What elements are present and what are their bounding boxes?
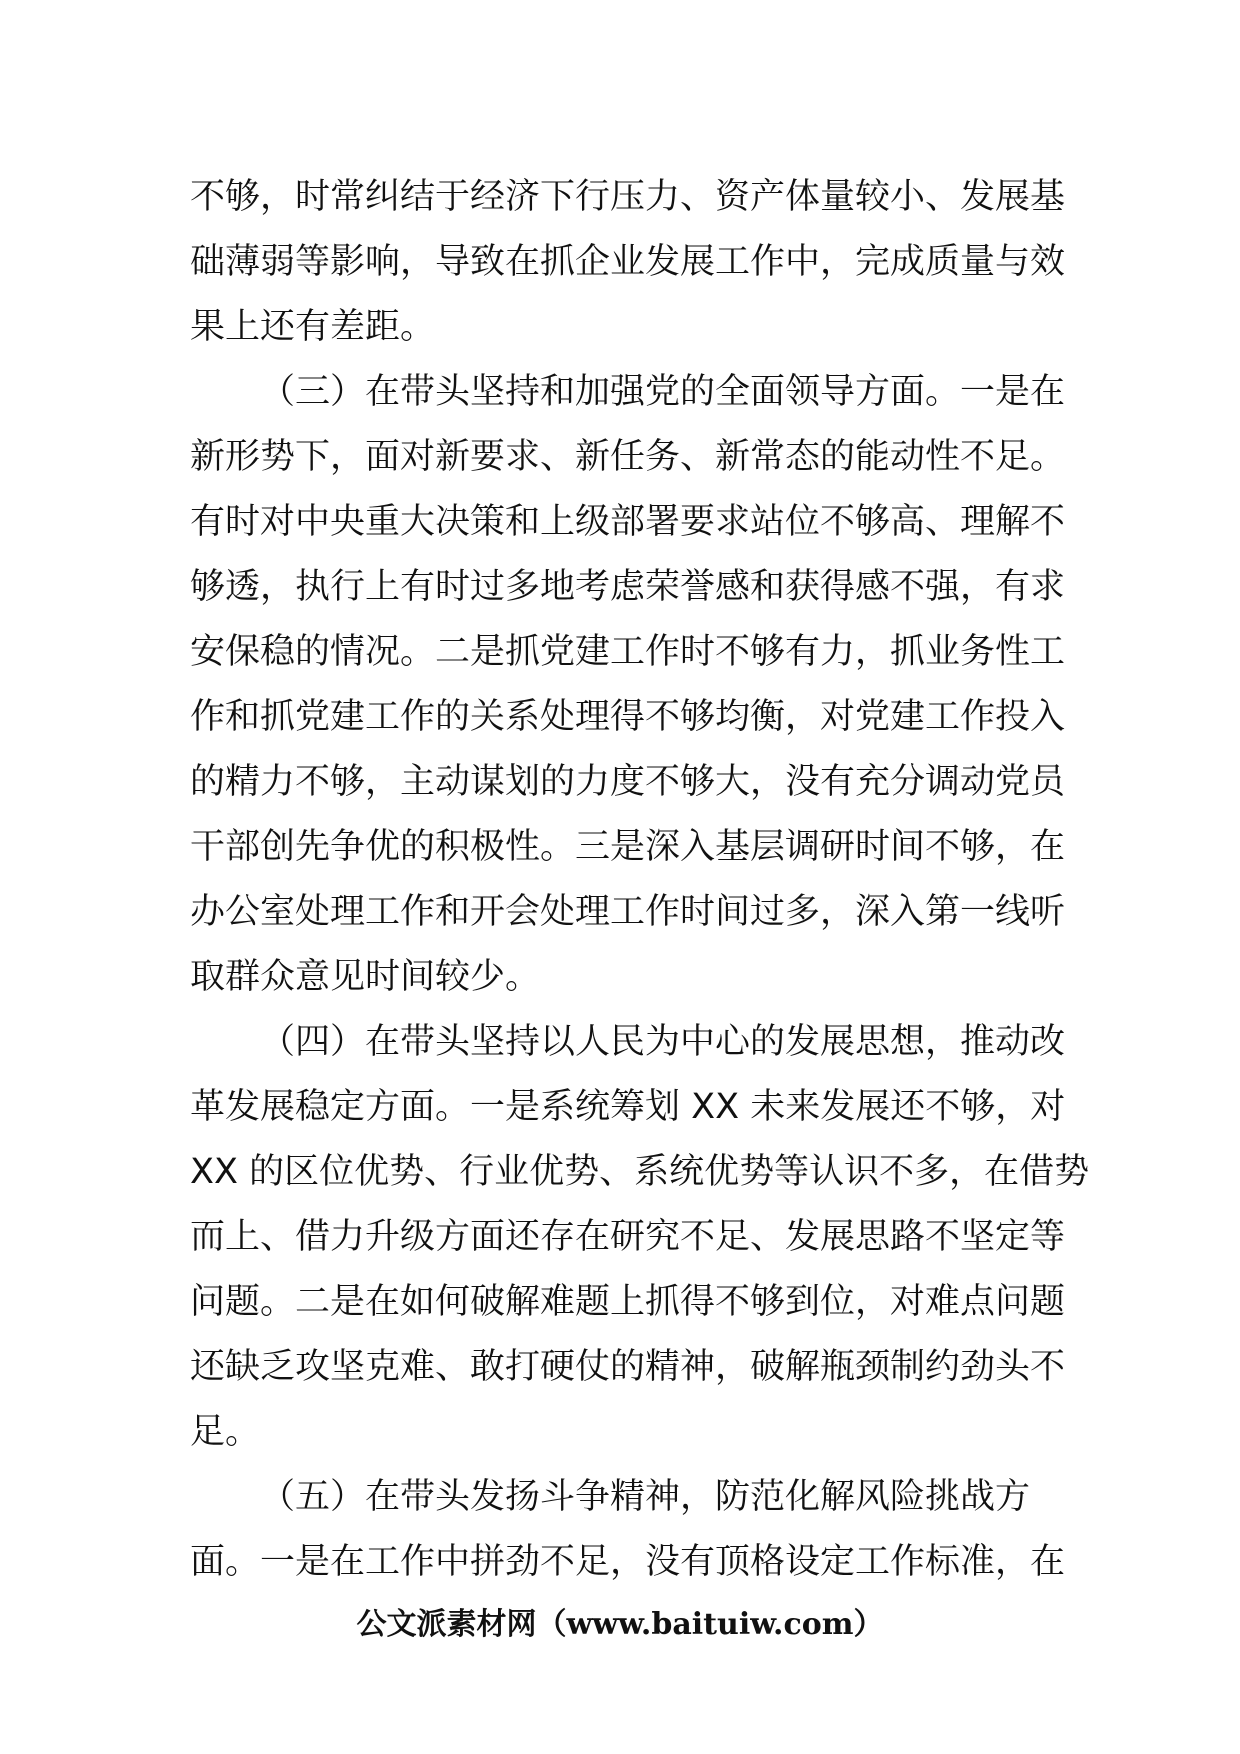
footer-watermark: 公文派素材网（www.baituiw.com） (356, 1607, 884, 1642)
section-heading-line: （三）在带头坚持和加强党的全面领导方面。一是在 (260, 372, 1066, 412)
text-line: 取群众意见时间较少。 (190, 957, 541, 997)
text-line: XX 的区位优势、行业优势、系统优势等认识不多，在借势 (190, 1152, 1090, 1192)
text-line: 足。 (190, 1412, 261, 1452)
text-line: 安保稳的情况。二是抓党建工作时不够有力，抓业务性工 (190, 632, 1066, 672)
text-line: 干部创先争优的积极性。三是深入基层调研时间不够，在 (190, 827, 1066, 867)
text-line: 问题。二是在如何破解难题上抓得不够到位，对难点问题 (190, 1282, 1066, 1322)
text-line: 面。一是在工作中拼劲不足，没有顶格设定工作标准，在 (190, 1542, 1066, 1582)
text-line: 新形势下，面对新要求、新任务、新常态的能动性不足。 (190, 437, 1066, 477)
section-heading-line: （五）在带头发扬斗争精神，防范化解风险挑战方 (260, 1477, 1031, 1517)
text-line: 础薄弱等影响，导致在抓企业发展工作中，完成质量与效 (190, 242, 1066, 282)
text-line: 不够，时常纠结于经济下行压力、资产体量较小、发展基 (190, 177, 1066, 217)
text-line: 还缺乏攻坚克难、敢打硬仗的精神，破解瓶颈制约劲头不 (190, 1347, 1066, 1387)
section-heading-line: （四）在带头坚持以人民为中心的发展思想，推动改 (260, 1022, 1066, 1062)
text-line: 的精力不够，主动谋划的力度不够大，没有充分调动党员 (190, 762, 1066, 802)
text-line: 作和抓党建工作的关系处理得不够均衡，对党建工作投入 (190, 697, 1066, 737)
text-line: 果上还有差距。 (190, 307, 436, 347)
text-line: 办公室处理工作和开会处理工作时间过多，深入第一线听 (190, 892, 1066, 932)
text-line: 有时对中央重大决策和上级部署要求站位不够高、理解不 (190, 502, 1066, 542)
text-line: 够透，执行上有时过多地考虑荣誉感和获得感不强，有求 (190, 567, 1066, 607)
document-body (190, 165, 1090, 1595)
text-line: 而上、借力升级方面还存在研究不足、发展思路不坚定等 (190, 1217, 1066, 1257)
text-line: 革发展稳定方面。一是系统筹划 XX 未来发展还不够，对 (190, 1087, 1066, 1127)
